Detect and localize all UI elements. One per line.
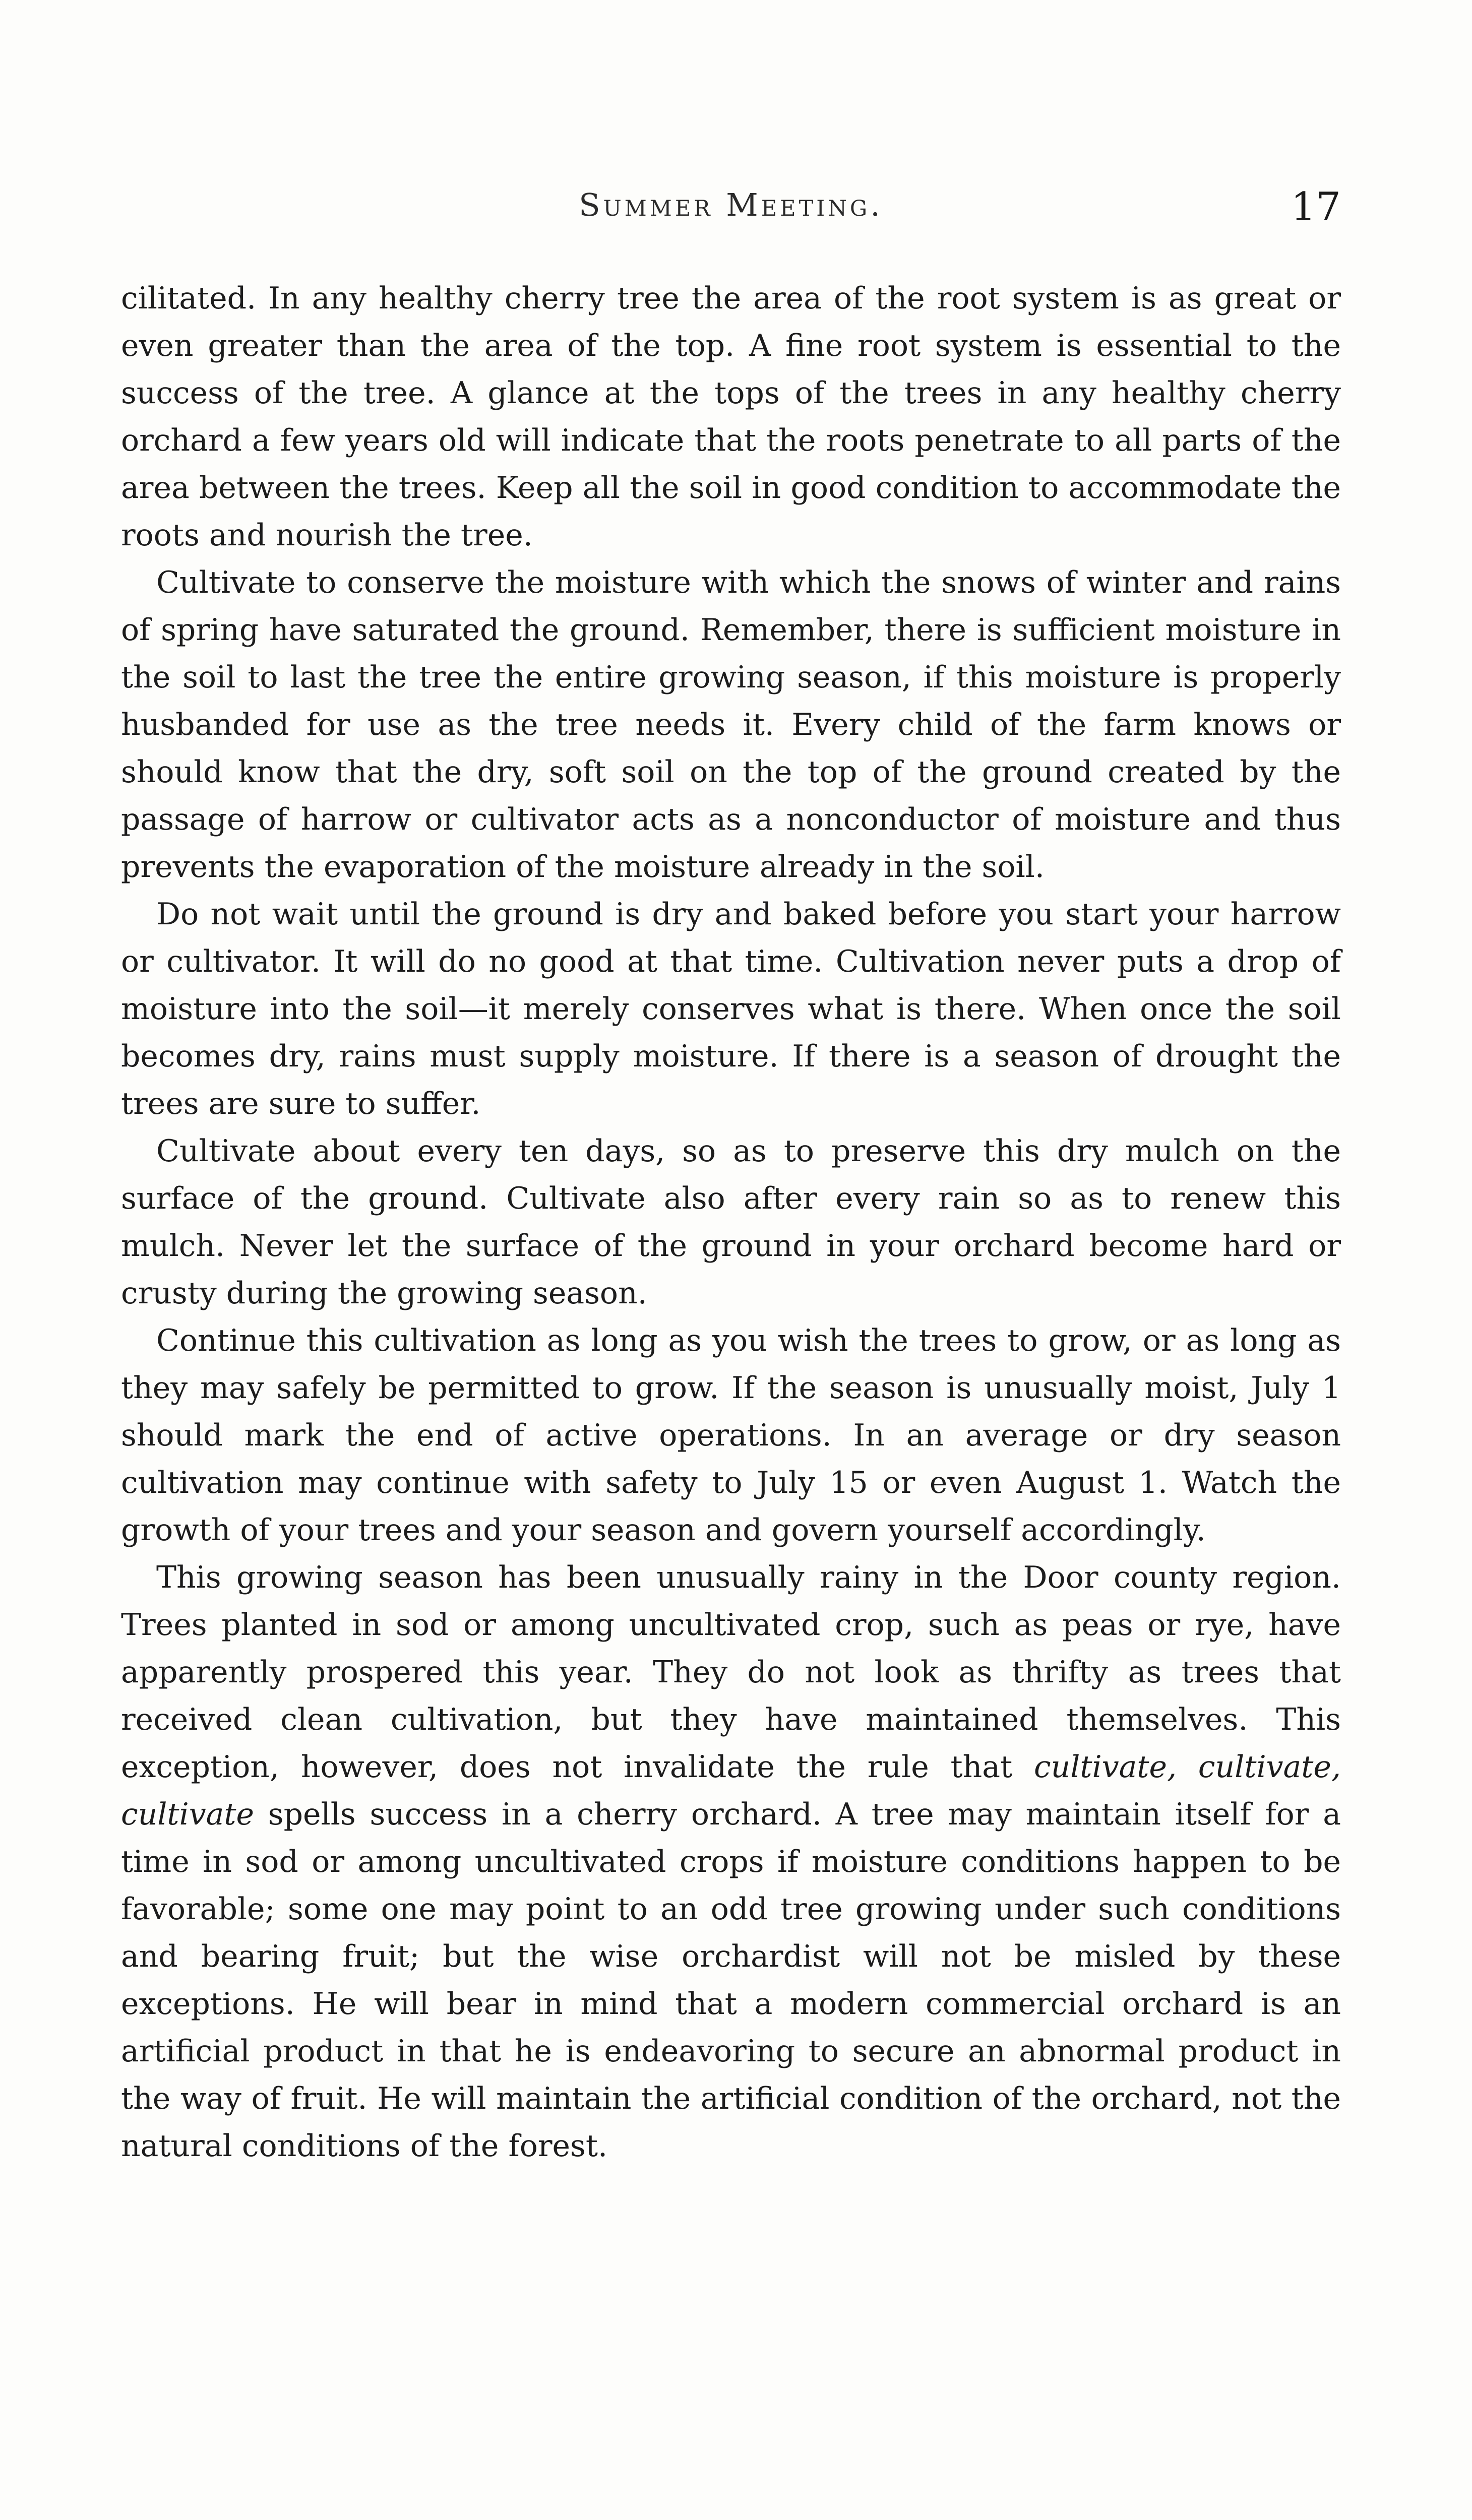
page-number: 17 — [1291, 184, 1341, 230]
paragraph-6-text-after: spells success in a cherry orchard. A tree may maintain itself for a time in sod or among uncultivated crops if moisture conditions happen to be favorable; some one may point to an odd tree growing under such conditions and bearing fruit; but the wise orchardist will not be misled by these exceptions. He will bear in mind that a modern commercial orchard is an artificial product in that he is endeavoring to secure an abnormal product in the way of fruit. He will maintain the artificial condition of the orchard, not the natural conditions of the forest. — [121, 1797, 1341, 2164]
paragraph-6-text-before: This growing season has been unusually rainy in the Door county region. Trees planted in sod or among uncultivated crop, such as peas or rye, have apparently prospered this year. They do not look as thrifty as trees that received clean cultivation, but they have maintained themselves. This exception, however, does not invalidate the rule that — [121, 1560, 1341, 1785]
running-head: Summer Meeting. — [579, 186, 883, 223]
paragraph-6-italic-phrase: cultivate, cultivate, cultivate — [121, 1749, 1341, 1832]
page-header — [121, 186, 1341, 242]
paragraph-4: Cultivate about every ten days, so as to preserve this dry mulch on the surface of the ground. Cultivate also after every rain so as to renew this mulch. Never let the surface of the ground in your orchard become hard or crusty during the growing season. — [121, 1133, 1341, 1311]
paragraph-5: Continue this cultivation as long as you wish the trees to grow, or as long as they may safely be permitted to grow. If the season is unusually moist, July 1 should mark the end of active operations. In an average or dry season cultivation may continue with safety to July 15 or even August 1. Watch the growth of your trees and your season and govern yourself accordingly. — [121, 1323, 1341, 1548]
paragraph-1: cilitated. In any healthy cherry tree the area of the root system is as great or even greater than the area of the top. A fine root system is essential to the success of the tree. A glance at the tops of the trees in any healthy cherry orchard a few years old will indicate that the roots penetrate to all parts of the area between the trees. Keep all the soil in good condition to accommodate the roots and nourish the tree. — [121, 281, 1341, 553]
body-text — [121, 275, 1341, 2170]
paragraph-6 — [121, 1554, 1341, 2170]
paragraph-2: Cultivate to conserve the moisture with which the snows of winter and rains of spring have saturated the ground. Remember, there is sufficient moisture in the soil to last the tree the entire growing season, if this moisture is properly husbanded for use as the tree needs it. Every child of the farm knows or should know that the dry, soft soil on the top of the ground created by the passage of harrow or cultivator acts as a nonconductor of moisture and thus prevents the evaporation of the moisture already in the soil. — [121, 565, 1341, 885]
paragraph-3: Do not wait until the ground is dry and baked before you start your harrow or cultivator. It will do no good at that time. Cultivation never puts a drop of moisture into the soil—it merely conserves what is there. When once the soil becomes dry, rains must supply moisture. If there is a season of drought the trees are sure to suffer. — [121, 897, 1341, 1121]
